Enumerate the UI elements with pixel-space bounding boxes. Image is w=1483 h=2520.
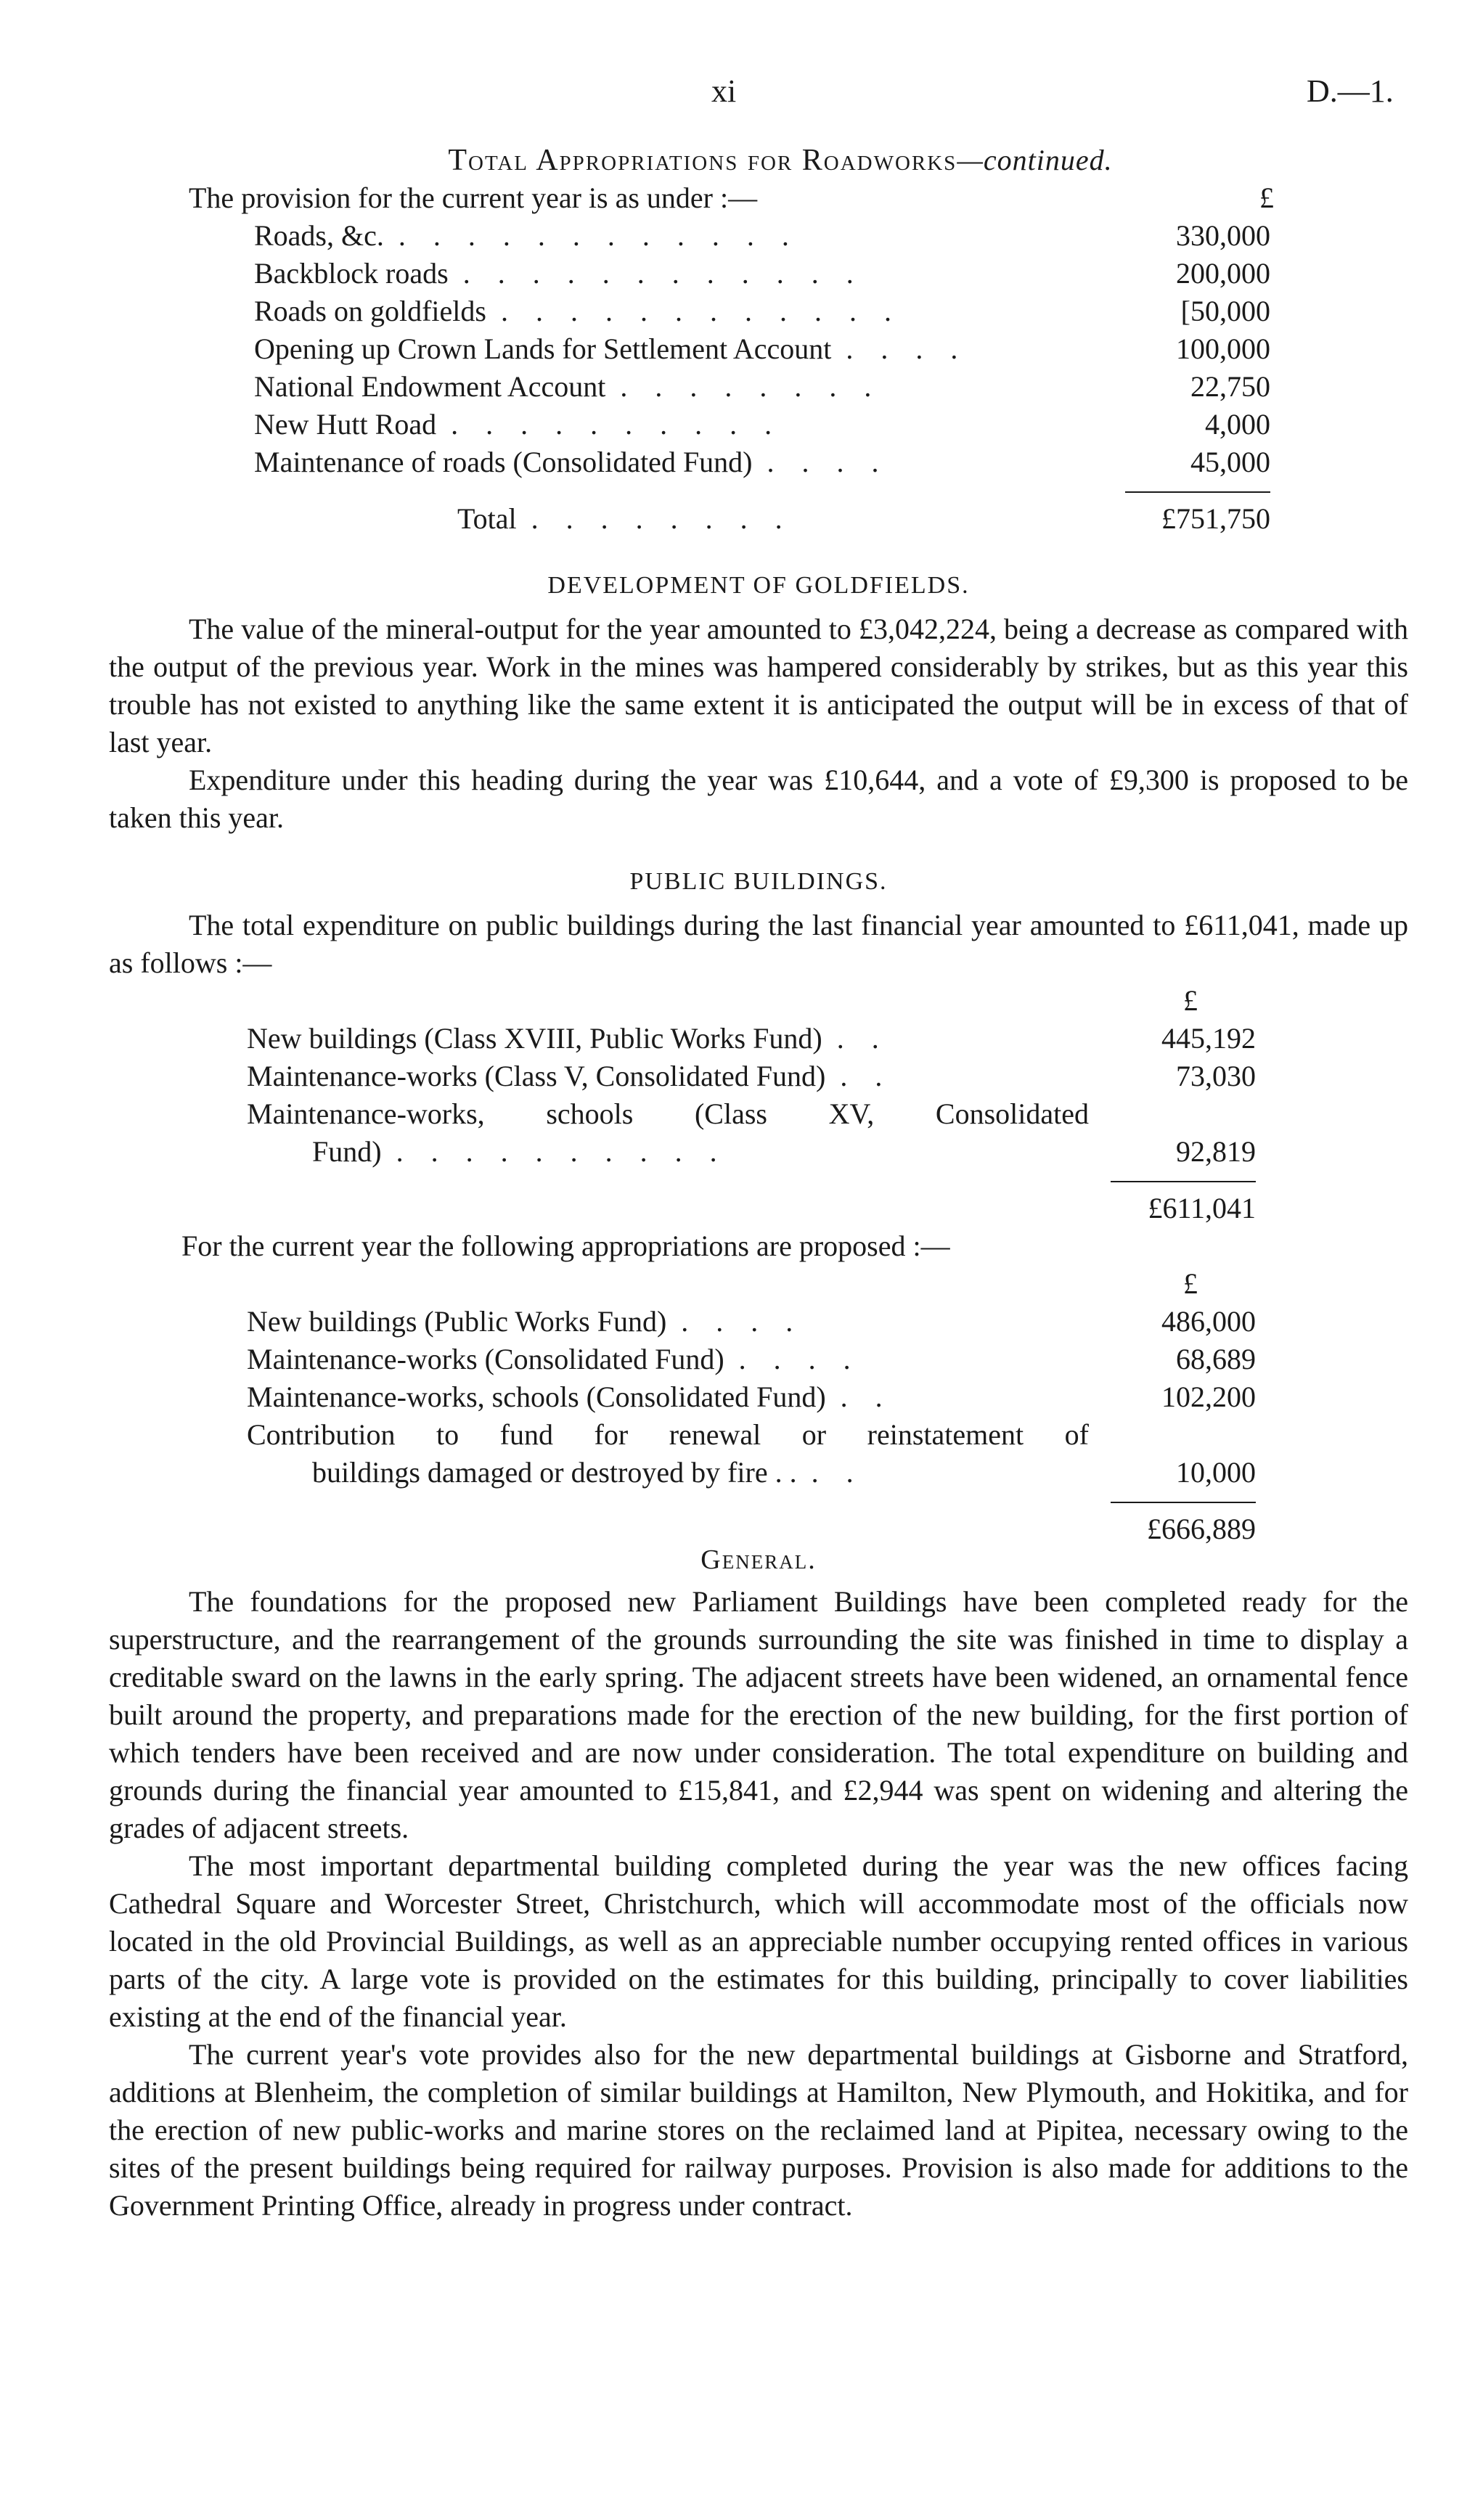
roadworks-table [109, 217, 1270, 538]
table-row: New Hutt Road . . . . . . . . . . 4,000 [254, 408, 1270, 441]
table-row: Backblock roads . . . . . . . . . . . . 200,000 [254, 257, 1270, 290]
public-buildings-para-2: For the current year the following appropriations are proposed :— [181, 1230, 950, 1262]
appropriations-total: £666,889 [1147, 1513, 1256, 1545]
public-buildings-para-1: The total expenditure on public buildings during the last financial year amounted to £611,041, made up as follows :— [109, 909, 1408, 979]
total-rule [1111, 1181, 1256, 1182]
table-row: Fund) . . . . . . . . . . 92,819 [312, 1135, 1256, 1168]
total-rule [1125, 491, 1270, 493]
table-row: Roads, &c. . . . . . . . . . . . . 330,000 [254, 219, 1270, 252]
buildings-total: £611,041 [1148, 1192, 1256, 1224]
roadworks-heading [109, 142, 1408, 179]
public-buildings-heading: PUBLIC BUILDINGS. [629, 868, 888, 895]
document-reference: D.—1. [1307, 73, 1394, 109]
table-row: buildings damaged or destroyed by fire . . . . 10,000 [312, 1456, 1256, 1489]
roadworks-heading-main: Total Appropriations for Roadworks [448, 144, 957, 177]
goldfields-para-1: The value of the mineral-output for the year amounted to £3,042,224, being a decrease as compared with the output of the previous year. Work in the mines was hampered considerably by strikes, but as this year this trouble has not existed to anything like the same extent it is anticipated the output will be in excess of that of last year. [109, 613, 1408, 758]
page-content [109, 142, 1408, 2225]
table-row: Roads on goldfields . . . . . . . . . . . . [50,000 [254, 295, 1270, 327]
general-para-3: The current year's vote provides also for the new departmental buildings at Gisborne and Stratford, additions at Blenheim, the completion of similar buildings at Hamilton, New Plymouth, and Hokitika, and for the erection of new public-works and marine stores on the reclaimed land at Pipitea, necessary owing to the sites of the present buildings being required for railway purposes. Provision is also made for additions to the Government Printing Office, already in progress under contract. [109, 2038, 1408, 2222]
table-total-row: Total . . . . . . . . £751,750 [457, 502, 1270, 535]
roadworks-currency: £ [1259, 181, 1274, 214]
table-row-wrapped: Maintenance-works, schools (Class XV, Consolidated [247, 1097, 1089, 1130]
table-row: National Endowment Account . . . . . . . . 22,750 [254, 370, 1270, 403]
buildings-expenditure-table [109, 982, 1256, 1227]
table-row: New buildings (Class XVIII, Public Works Fund) . . 445,192 [247, 1022, 1256, 1055]
roadworks-heading-suffix: —continued. [957, 144, 1113, 176]
table-row: Maintenance-works, schools (Consolidated Fund) . . 102,200 [247, 1380, 1256, 1413]
general-heading: General. [700, 1545, 817, 1575]
table-row: New buildings (Public Works Fund) . . . . 486,000 [247, 1305, 1256, 1338]
table-row: Maintenance-works (Class V, Consolidated Fund) . . 73,030 [247, 1060, 1256, 1092]
buildings-appropriations-table [109, 1265, 1256, 1548]
goldfields-para-2: Expenditure under this heading during the year was £10,644, and a vote of £9,300 is proposed to be taken this year. [109, 764, 1408, 834]
goldfields-heading: DEVELOPMENT OF GOLDFIELDS. [547, 572, 970, 599]
buildings-currency: £ [1183, 984, 1198, 1017]
table-row: Maintenance-works (Consolidated Fund) . . . . 68,689 [247, 1343, 1256, 1375]
general-para-2: The most important departmental building completed during the year was the new offices facing Cathedral Square and Worcester Street, Christchurch, which will accommodate most of the officials now located in the old Provincial Buildings, as well as an appreciable number occupying rented offices in various parts of the city. A large vote is provided on the estimates for this building, principally to cover liabilities existing at the end of the financial year. [109, 1849, 1408, 2033]
table-row-wrapped: Contribution to fund for renewal or reinstatement of [247, 1418, 1089, 1451]
total-rule [1111, 1502, 1256, 1503]
appropriations-currency: £ [1183, 1267, 1198, 1300]
roadworks-intro-row [109, 179, 1350, 217]
page-number: xi [711, 73, 737, 109]
table-row: Opening up Crown Lands for Settlement Account . . . . 100,000 [254, 332, 1270, 365]
roadworks-intro: The provision for the current year is as under :— [189, 181, 758, 214]
table-row: Maintenance of roads (Consolidated Fund) . . . . 45,000 [254, 446, 1270, 478]
general-para-1: The foundations for the proposed new Parliament Buildings have been completed ready for the superstructure, and the rearrangement of the grounds surrounding the site was finished in time to display a creditable sward on the lawns in the early spring. The adjacent streets have been widened, an ornamental fence built around the property, and preparations made for the erection of the new building, for the first portion of which tenders have been received and are now under consideration. The total expenditure on building and grounds during the financial year amounted to £15,841, and £2,944 was spent on widening and altering the grades of adjacent streets. [109, 1585, 1408, 1844]
